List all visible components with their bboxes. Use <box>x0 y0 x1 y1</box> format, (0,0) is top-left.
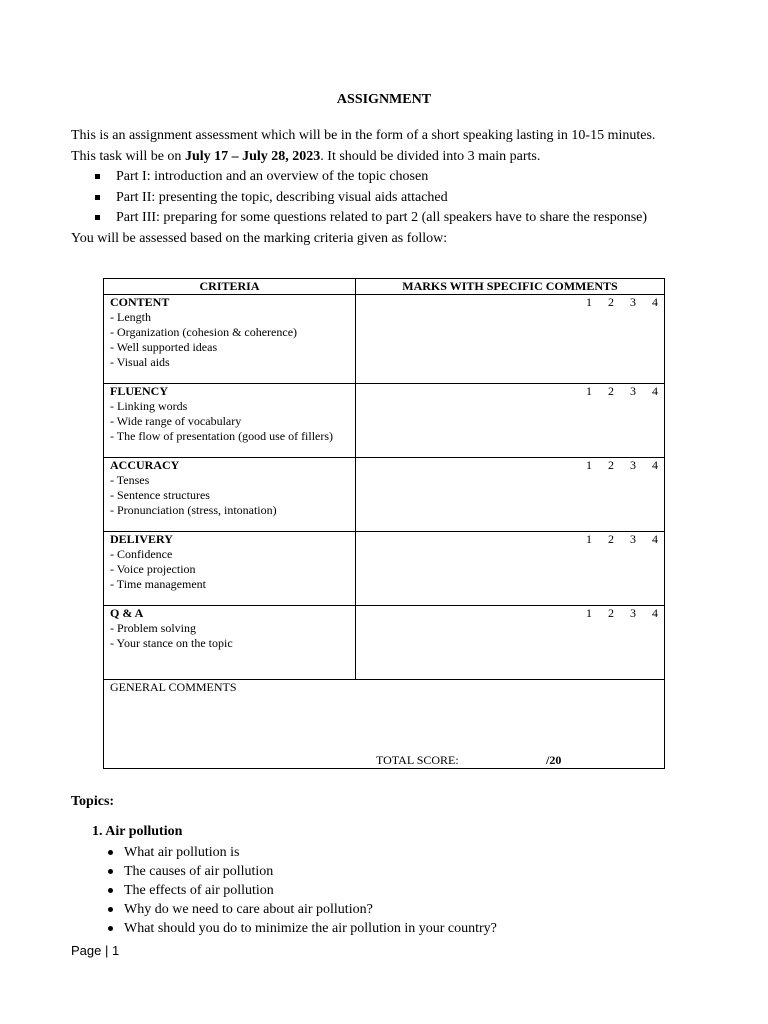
criteria-item: - Voice projection <box>110 562 196 576</box>
total-score-value: /20 <box>546 753 562 767</box>
table-row <box>104 295 665 384</box>
criteria-category: Q & A <box>110 606 144 620</box>
general-comments-cell[interactable] <box>104 680 665 769</box>
criteria-cell <box>104 606 356 680</box>
table-row <box>104 458 665 532</box>
criteria-category: DELIVERY <box>110 532 173 546</box>
table-row <box>104 532 665 606</box>
score-1[interactable]: 1 <box>586 606 592 620</box>
score-2[interactable]: 2 <box>608 458 614 472</box>
score-2[interactable]: 2 <box>608 532 614 546</box>
list-item: Part II: presenting the topic, describing visual aids attached <box>71 188 711 209</box>
criteria-category: CONTENT <box>110 295 170 309</box>
list-item: What air pollution is <box>108 843 497 862</box>
topic-title: 1. Air pollution <box>92 824 183 839</box>
criteria-item: - Your stance on the topic <box>110 636 233 650</box>
criteria-item: - Problem solving <box>110 621 196 635</box>
list-item: What should you do to minimize the air pollution in your country? <box>108 919 497 938</box>
total-score <box>376 753 562 768</box>
criteria-category: ACCURACY <box>110 458 180 472</box>
score-options <box>362 458 658 473</box>
table-row <box>104 384 665 458</box>
marks-cell[interactable] <box>356 458 665 532</box>
general-comments-label: GENERAL COMMENTS <box>110 680 237 694</box>
score-1[interactable]: 1 <box>586 384 592 398</box>
criteria-item: - Length <box>110 310 151 324</box>
score-4[interactable]: 4 <box>652 458 658 472</box>
list-item: The effects of air pollution <box>108 881 497 900</box>
intro-dates: July 17 – July 28, 2023 <box>184 148 321 164</box>
score-1[interactable]: 1 <box>586 532 592 546</box>
score-2[interactable]: 2 <box>608 384 614 398</box>
list-item: Part III: preparing for some questions related to part 2 (all speakers have to share the response) <box>71 208 711 229</box>
marks-cell[interactable] <box>356 606 665 680</box>
intro-section <box>71 126 711 249</box>
table-header-row <box>104 279 665 295</box>
intro-line-2 <box>71 147 711 168</box>
criteria-cell <box>104 458 356 532</box>
topics-heading: Topics: <box>71 794 115 809</box>
criteria-item: - Linking words <box>110 399 188 413</box>
total-score-label: TOTAL SCORE: <box>376 753 459 767</box>
criteria-cell <box>104 532 356 606</box>
criteria-item: - Well supported ideas <box>110 340 218 354</box>
criteria-item: - Visual aids <box>110 355 170 369</box>
score-options <box>362 606 658 621</box>
criteria-item: - Sentence structures <box>110 488 210 502</box>
intro-line-2-post: . It should be divided into 3 main parts. <box>320 148 541 164</box>
page-footer: Page | 1 <box>71 943 120 958</box>
score-4[interactable]: 4 <box>652 606 658 620</box>
score-options <box>362 295 658 310</box>
score-2[interactable]: 2 <box>608 606 614 620</box>
criteria-category: FLUENCY <box>110 384 169 398</box>
criteria-item: - Confidence <box>110 547 173 561</box>
marks-cell[interactable] <box>356 532 665 606</box>
list-item: The causes of air pollution <box>108 862 497 881</box>
score-4[interactable]: 4 <box>652 384 658 398</box>
criteria-item: - Wide range of vocabulary <box>110 414 242 428</box>
score-4[interactable]: 4 <box>652 295 658 309</box>
score-1[interactable]: 1 <box>586 295 592 309</box>
score-3[interactable]: 3 <box>630 458 636 472</box>
intro-line-after: You will be assessed based on the marking criteria given as follow: <box>71 230 448 246</box>
header-criteria: CRITERIA <box>104 279 356 295</box>
topic-points <box>108 843 497 938</box>
marks-cell[interactable] <box>356 384 665 458</box>
table-row <box>104 606 665 680</box>
header-marks: MARKS WITH SPECIFIC COMMENTS <box>356 279 665 295</box>
score-3[interactable]: 3 <box>630 295 636 309</box>
score-3[interactable]: 3 <box>630 384 636 398</box>
parts-list <box>71 167 711 229</box>
score-3[interactable]: 3 <box>630 532 636 546</box>
criteria-item: - Tenses <box>110 473 150 487</box>
score-4[interactable]: 4 <box>652 532 658 546</box>
criteria-item: - The flow of presentation (good use of fillers) <box>110 429 334 443</box>
marks-cell[interactable] <box>356 295 665 384</box>
score-2[interactable]: 2 <box>608 295 614 309</box>
score-options <box>362 532 658 547</box>
page-title: ASSIGNMENT <box>336 92 432 107</box>
criteria-item: - Pronunciation (stress, intonation) <box>110 503 277 517</box>
list-item: Why do we need to care about air pollution? <box>108 900 497 919</box>
general-comments-row <box>104 680 665 769</box>
marking-criteria-table <box>103 278 665 769</box>
score-1[interactable]: 1 <box>586 458 592 472</box>
criteria-cell <box>104 295 356 384</box>
intro-line-2-pre: This task will be on <box>71 148 185 164</box>
score-3[interactable]: 3 <box>630 606 636 620</box>
score-options <box>362 384 658 399</box>
criteria-item: - Organization (cohesion & coherence) <box>110 325 298 339</box>
intro-line-1: This is an assignment assessment which will be in the form of a short speaking lasting in 10-15 minutes. <box>71 128 656 143</box>
criteria-item: - Time management <box>110 577 206 591</box>
criteria-cell <box>104 384 356 458</box>
list-item: Part I: introduction and an overview of the topic chosen <box>71 167 711 188</box>
